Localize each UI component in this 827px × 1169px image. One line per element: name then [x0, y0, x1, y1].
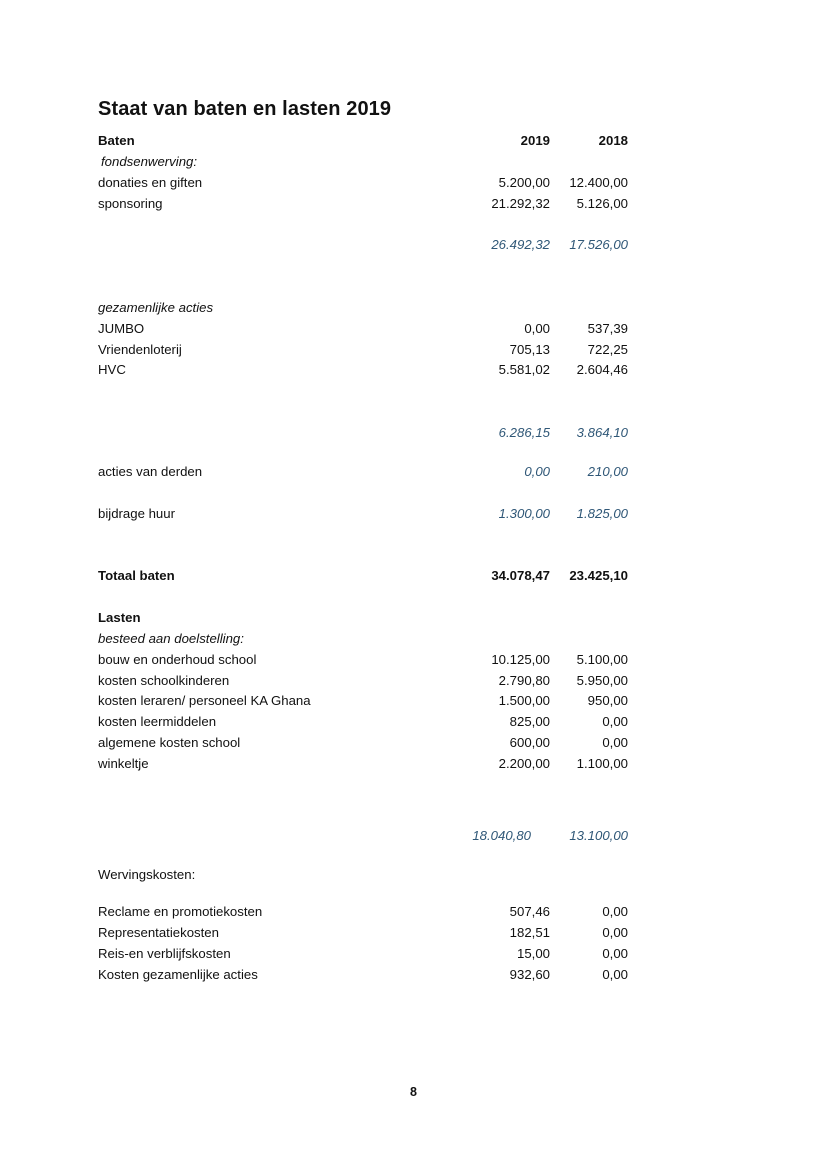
value-2019: 1.300,00: [498, 506, 550, 521]
row-label: winkeltje: [98, 756, 149, 771]
row-label: Reis-en verblijfskosten: [98, 946, 231, 961]
row-label: algemene kosten school: [98, 735, 241, 750]
value-2018: 0,00: [602, 925, 628, 940]
subtotal-row: [98, 826, 630, 846]
column-header-row: [98, 131, 630, 151]
value-2018: 12.400,00: [569, 175, 628, 190]
subtotal-row: [98, 235, 630, 255]
page-title: Staat van baten en lasten 2019: [98, 98, 392, 120]
subheading-label: Wervingskosten:: [98, 867, 196, 882]
subtotal-row: [98, 423, 630, 443]
subheading-besteed: [98, 629, 630, 649]
subtotal-2018: 3.864,10: [576, 425, 628, 440]
page-number: 8: [410, 1085, 417, 1099]
value-2019: 182,51: [509, 925, 550, 940]
section-heading-lasten: [98, 608, 630, 628]
value-2019: 2.200,00: [498, 756, 550, 771]
table-row: [98, 754, 630, 774]
row-label: sponsoring: [98, 196, 163, 211]
row-label: Kosten gezamenlijke acties: [98, 967, 258, 982]
value-2019: 0,00: [524, 464, 550, 479]
row-label: Representatiekosten: [98, 925, 219, 940]
row-label: bijdrage huur: [98, 506, 175, 521]
table-row: [98, 319, 630, 339]
total-2019: 34.078,47: [491, 568, 550, 583]
column-header-2018: 2018: [598, 133, 628, 148]
subheading-label: fondsenwerving:: [101, 154, 198, 169]
value-2019: 2.790,80: [498, 673, 550, 688]
value-2018: 950,00: [587, 693, 628, 708]
value-2018: 0,00: [602, 967, 628, 982]
row-label: bouw en onderhoud school: [98, 652, 257, 667]
total-label: Totaal baten: [98, 568, 175, 583]
table-row: [98, 965, 630, 985]
value-2019: 5.200,00: [498, 175, 550, 190]
section-heading-label: Lasten: [98, 610, 141, 625]
value-2019: 825,00: [509, 714, 550, 729]
table-row: [98, 360, 630, 380]
value-2018: 2.604,46: [576, 362, 628, 377]
subheading-fondsenwerving: [98, 152, 630, 172]
table-row: [98, 671, 630, 691]
value-2019: 932,60: [509, 967, 550, 982]
value-2018: 5.950,00: [576, 673, 628, 688]
subtotal-2019: 6.286,15: [498, 425, 550, 440]
subtotal-2019: 26.492,32: [491, 237, 550, 252]
total-2018: 23.425,10: [569, 568, 628, 583]
value-2019: 600,00: [509, 735, 550, 750]
value-2019: 15,00: [516, 946, 550, 961]
value-2018: 210,00: [587, 464, 628, 479]
subheading-label: besteed aan doelstelling:: [98, 631, 244, 646]
value-2018: 1.100,00: [576, 756, 628, 771]
subtotal-2018: 13.100,00: [569, 828, 628, 843]
row-label: JUMBO: [98, 321, 145, 336]
table-row: [98, 691, 630, 711]
value-2018: 5.126,00: [576, 196, 628, 211]
value-2019: 21.292,32: [491, 196, 550, 211]
value-2018: 0,00: [602, 946, 628, 961]
value-2018: 5.100,00: [576, 652, 628, 667]
row-label: HVC: [98, 362, 126, 377]
row-label: donaties en giften: [98, 175, 203, 190]
value-2019: 507,46: [509, 904, 550, 919]
value-2019: 1.500,00: [498, 693, 550, 708]
section-heading-baten: Baten: [98, 133, 135, 148]
value-2018: 0,00: [602, 904, 628, 919]
subheading-label: gezamenlijke acties: [98, 300, 214, 315]
row-label: Vriendenloterij: [98, 342, 182, 357]
value-2018: 722,25: [587, 342, 628, 357]
subtotal-2019: 18.040,80: [472, 828, 531, 843]
value-2019: 10.125,00: [491, 652, 550, 667]
row-label: Reclame en promotiekosten: [98, 904, 263, 919]
value-2018: 1.825,00: [576, 506, 628, 521]
acties-derden-row: [98, 462, 630, 482]
table-row: [98, 712, 630, 732]
subtotal-2018: 17.526,00: [569, 237, 628, 252]
row-label: acties van derden: [98, 464, 203, 479]
value-2018: 537,39: [587, 321, 628, 336]
table-row: [98, 650, 630, 670]
table-row: [98, 944, 630, 964]
column-header-2019: 2019: [520, 133, 550, 148]
subheading-wervingskosten: [98, 865, 630, 885]
value-2019: 5.581,02: [498, 362, 550, 377]
table-row: [98, 923, 630, 943]
value-2019: 705,13: [509, 342, 550, 357]
subheading-gezamenlijke-acties: [98, 298, 630, 318]
row-label: kosten leermiddelen: [98, 714, 217, 729]
table-row: [98, 194, 630, 214]
table-row: [98, 733, 630, 753]
value-2018: 0,00: [602, 714, 628, 729]
bijdrage-huur-row: [98, 504, 630, 524]
table-row: [98, 173, 630, 193]
value-2018: 0,00: [602, 735, 628, 750]
value-2019: 0,00: [524, 321, 550, 336]
table-row: [98, 340, 630, 360]
row-label: kosten schoolkinderen: [98, 673, 230, 688]
table-row: [98, 902, 630, 922]
totaal-baten-row: [98, 566, 630, 586]
row-label: kosten leraren/ personeel KA Ghana: [98, 693, 311, 708]
